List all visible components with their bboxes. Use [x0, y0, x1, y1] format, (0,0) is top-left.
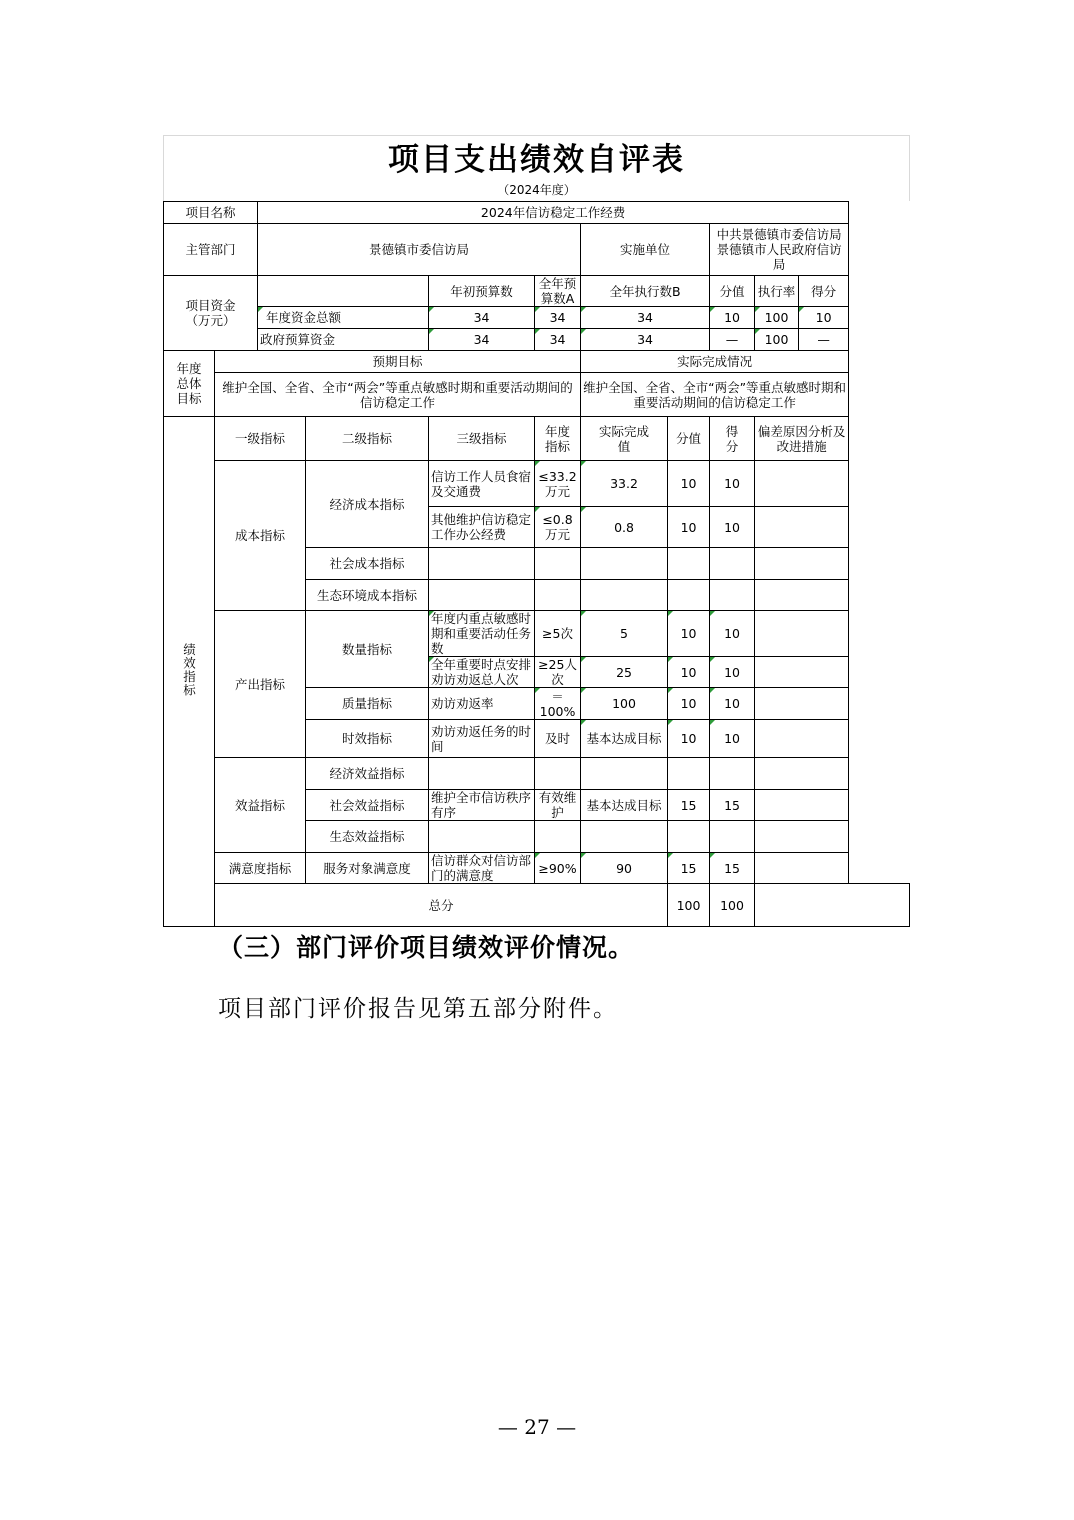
funds-row-value: 34	[535, 307, 581, 329]
impl-unit-label: 实施单位	[581, 224, 710, 276]
cost-economic-label: 经济成本指标	[306, 461, 429, 548]
indicator-name: 全年重要时点安排劝访劝返总人次	[429, 657, 535, 688]
header-level2: 二级指标	[306, 417, 429, 461]
indicator-row	[164, 758, 910, 790]
indicator-actual: 90	[581, 853, 668, 884]
total-row	[164, 884, 910, 927]
funds-row-value: —	[799, 329, 849, 351]
indicator-weight: 10	[668, 461, 710, 507]
output-time-label: 时效指标	[306, 720, 429, 758]
indicator-actual: 基本达成目标	[581, 720, 668, 758]
indicator-score: 10	[710, 657, 755, 688]
indicator-row	[164, 611, 910, 657]
funds-header-exec: 全年执行数B	[581, 276, 710, 307]
page-number: — 27 —	[497, 1415, 577, 1439]
funds-header-weight: 分值	[710, 276, 755, 307]
header-weight: 分值	[668, 417, 710, 461]
indicator-target: 及时	[535, 720, 581, 758]
funds-row-value: —	[710, 329, 755, 351]
goal-header-row	[164, 351, 910, 373]
funds-row-value: 10	[710, 307, 755, 329]
indicator-score: 10	[710, 461, 755, 507]
benefit-social-label: 社会效益指标	[306, 790, 429, 821]
indicator-deviation	[755, 611, 849, 657]
indicator-score: 10	[710, 611, 755, 657]
project-name-row	[164, 202, 910, 224]
funds-blank	[258, 276, 429, 307]
funds-label: 项目资金（万元）	[164, 276, 258, 351]
project-name-value: 2024年信访稳定工作经费	[258, 202, 849, 224]
funds-header-score: 得分	[799, 276, 849, 307]
indicator-deviation	[755, 688, 849, 720]
goal-actual-label: 实际完成情况	[581, 351, 849, 373]
project-name-label: 项目名称	[164, 202, 258, 224]
funds-row-name: 政府预算资金	[258, 329, 429, 351]
indicator-weight: 10	[668, 720, 710, 758]
indicator-score: 10	[710, 720, 755, 758]
indicator-weight: 10	[668, 507, 710, 548]
indicator-score: 15	[710, 853, 755, 884]
cost-eco-label: 生态环境成本指标	[306, 580, 429, 611]
performance-table-sheet	[163, 135, 910, 912]
indicator-weight: 15	[668, 790, 710, 821]
output-label: 产出指标	[215, 611, 306, 758]
indicator-target: ≤0.8万元	[535, 507, 581, 548]
performance-table	[163, 201, 910, 927]
cost-social-label: 社会成本指标	[306, 548, 429, 580]
indicator-actual: 33.2	[581, 461, 668, 507]
goal-expected-label: 预期目标	[215, 351, 581, 373]
section-text: 项目部门评价报告见第五部分附件。	[218, 996, 618, 1022]
indicator-name: 其他维护信访稳定工作办公经费	[429, 507, 535, 548]
dept-value: 景德镇市委信访局	[258, 224, 581, 276]
benefit-economic-label: 经济效益指标	[306, 758, 429, 790]
goal-actual: 维护全国、全省、全市“两会”等重点敏感时期和重要活动期间的信访稳定工作	[581, 373, 849, 417]
funds-row-value: 10	[799, 307, 849, 329]
indicator-row	[164, 853, 910, 884]
indicator-name: 劝访劝返任务的时间	[429, 720, 535, 758]
indicator-score: 15	[710, 790, 755, 821]
funds-header-initial: 年初预算数	[429, 276, 535, 307]
table-year: （2024年度）	[163, 177, 910, 201]
benefit-label: 效益指标	[215, 758, 306, 853]
funds-row-value: 100	[755, 307, 799, 329]
indicator-weight: 10	[668, 657, 710, 688]
indicator-actual: 5	[581, 611, 668, 657]
header-level1: 一级指标	[215, 417, 306, 461]
indicator-name: 信访工作人员食宿及交通费	[429, 461, 535, 507]
dept-row	[164, 224, 910, 276]
funds-header-rate: 执行率	[755, 276, 799, 307]
goal-expected: 维护全国、全省、全市“两会”等重点敏感时期和重要活动期间的信访稳定工作	[215, 373, 581, 417]
satisfaction-sub-label: 服务对象满意度	[306, 853, 429, 884]
header-level3: 三级指标	[429, 417, 535, 461]
indicator-score: 10	[710, 507, 755, 548]
indicator-header-row	[164, 417, 910, 461]
indicator-deviation	[755, 790, 849, 821]
indicator-target: ≥5次	[535, 611, 581, 657]
indicator-target: ≥25人次	[535, 657, 581, 688]
indicator-deviation	[755, 657, 849, 688]
total-deviation	[755, 884, 910, 927]
indicator-name: 信访群众对信访部门的满意度	[429, 853, 535, 884]
total-score: 100	[710, 884, 755, 927]
indicator-target: ≤33.2万元	[535, 461, 581, 507]
indicator-actual: 100	[581, 688, 668, 720]
indicator-weight: 10	[668, 688, 710, 720]
total-weight: 100	[668, 884, 710, 927]
funds-row	[164, 329, 910, 351]
indicator-row	[164, 461, 910, 507]
goal-content-row	[164, 373, 910, 417]
funds-row-value: 34	[429, 329, 535, 351]
header-deviation: 偏差原因分析及改进措施	[755, 417, 849, 461]
dept-label: 主管部门	[164, 224, 258, 276]
indicator-name: 劝访劝返率	[429, 688, 535, 720]
header-actual: 实际完成值	[581, 417, 668, 461]
indicator-actual: 0.8	[581, 507, 668, 548]
indicator-deviation	[755, 461, 849, 507]
header-target: 年度指标	[535, 417, 581, 461]
funds-row-value: 34	[429, 307, 535, 329]
funds-row-value: 34	[535, 329, 581, 351]
indicator-deviation	[755, 853, 849, 884]
goal-label: 年度总体目标	[164, 351, 215, 417]
indicator-target: ＝100%	[535, 688, 581, 720]
indicators-side-label	[164, 417, 215, 927]
funds-header-row	[164, 276, 910, 307]
indicator-name: 维护全市信访秩序有序	[429, 790, 535, 821]
funds-row-value: 100	[755, 329, 799, 351]
funds-row	[164, 307, 910, 329]
indicator-deviation	[755, 720, 849, 758]
impl-unit-value: 中共景德镇市委信访局景德镇市人民政府信访局	[710, 224, 849, 276]
header-score: 得分	[710, 417, 755, 461]
indicator-name: 年度内重点敏感时期和重要活动任务数	[429, 611, 535, 657]
indicator-weight: 10	[668, 611, 710, 657]
satisfaction-label: 满意度指标	[215, 853, 306, 884]
funds-row-value: 34	[581, 307, 710, 329]
output-quality-label: 质量指标	[306, 688, 429, 720]
output-quantity-label: 数量指标	[306, 611, 429, 688]
section-heading: （三）部门评价项目绩效评价情况。	[218, 933, 635, 962]
total-label: 总分	[215, 884, 668, 927]
indicator-target: 有效维护	[535, 790, 581, 821]
funds-row-name: 年度资金总额	[258, 307, 429, 329]
funds-header-annual: 全年预算数A	[535, 276, 581, 307]
cost-label: 成本指标	[215, 461, 306, 611]
indicator-score: 10	[710, 688, 755, 720]
funds-row-value: 34	[581, 329, 710, 351]
benefit-eco-label: 生态效益指标	[306, 821, 429, 853]
indicator-deviation	[755, 507, 849, 548]
indicator-actual: 基本达成目标	[581, 790, 668, 821]
indicator-actual: 25	[581, 657, 668, 688]
indicator-weight: 15	[668, 853, 710, 884]
table-title: 项目支出绩效自评表	[163, 135, 910, 177]
indicators-side-text: 绩效指标	[181, 643, 197, 697]
indicator-target: ≥90%	[535, 853, 581, 884]
